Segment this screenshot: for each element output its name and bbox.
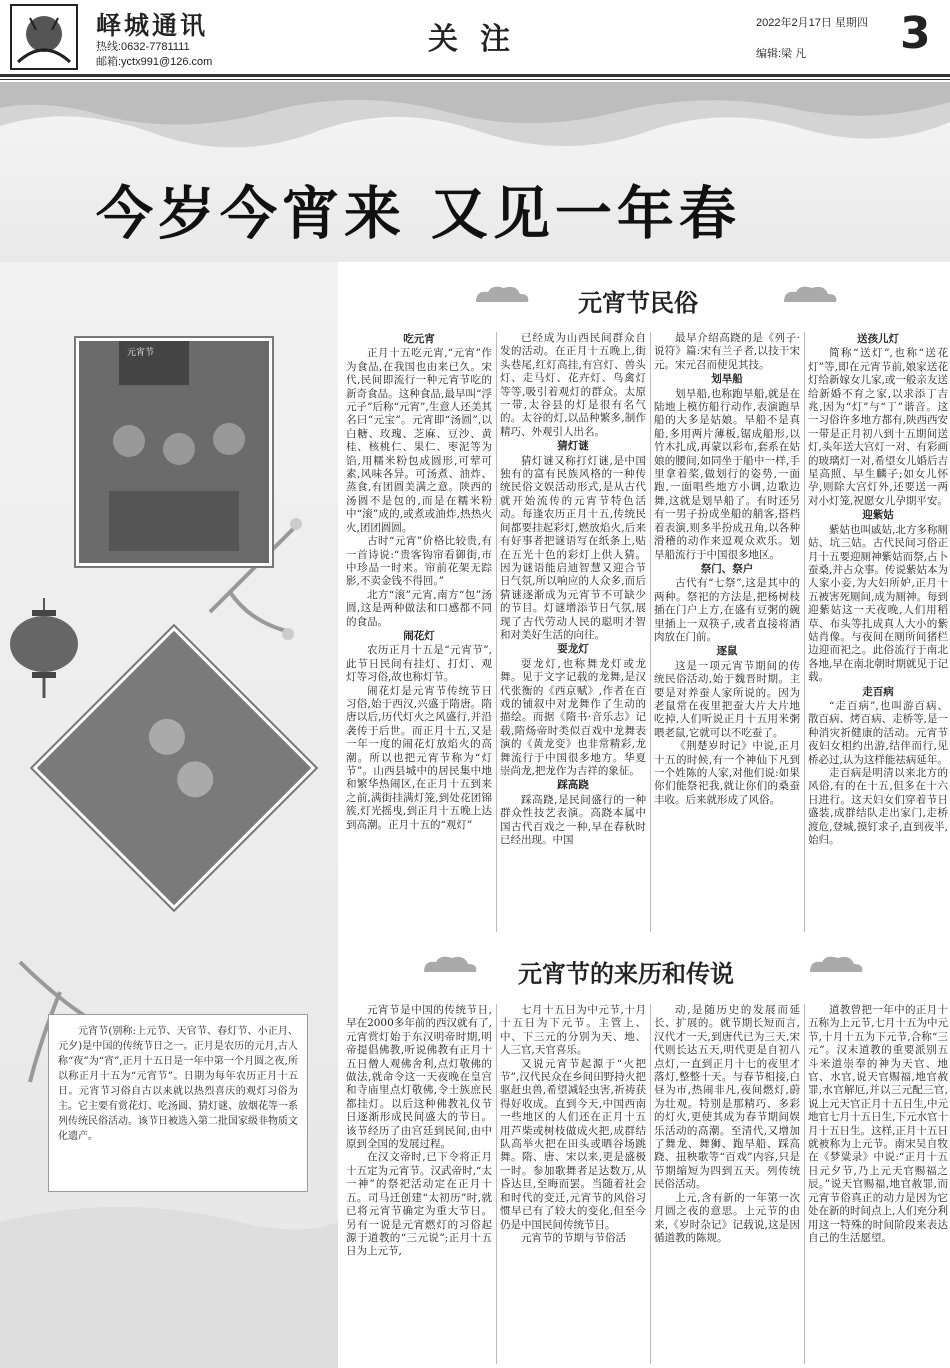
auspicious-cloud-icon [420, 952, 480, 978]
page-header [0, 0, 950, 74]
paragraph: 闹花灯是元宵节传统节日习俗,始于西汉,兴盛于隋唐。隋唐以后,历代灯火之风盛行,并沿袭传于后世。而正月十五,又是一年一度的闹花灯放焰火的高潮。所以也把元宵节称为“灯节”。山西县城中的居民集中地和繁华热闹区,在正月十五到来之前,满街挂满灯笼,到处花团锦簇,灯光摇曳,到正月十五晚上达到高潮。正月十五的“观灯” [346, 684, 492, 831]
paragraph: 上元,含有新的一年第一次月圆之夜的意思。上元节的由来,《岁时杂记》记载说,这是因循道教的陈规。 [654, 1191, 800, 1244]
paragraph: 道教曾把一年中的正月十五称为上元节,七月十五为中元节,十月十五为下元节,合称“三元”。汉末道教的重要派别五斗米道崇奉的神为天官、地官、水官,说天官赐福,地官赦罪,水官解厄,并以三元配三官,说上元天官正月十五日生,中元地官七月十五日生,下元水官十月十五日生。这样,正月十五日就被称为上元节。南宋吴自牧在《梦粱录》中说:“正月十五日元夕节,乃上元天官赐福之辰。”说天官赐福,地官赦罪,而元宵节俗真正的动力是因为它处在新的时间点上,人们充分利用这一特殊的时间阶段来表达自己的生活愿望。 [808, 1004, 948, 1244]
auspicious-cloud-icon [472, 282, 532, 308]
paragraph: 已经成为山西民间群众自发的活动。在正月十五晚上,街头巷尾,红灯高挂,有宫灯、兽头灯、走马灯、花卉灯、鸟禽灯等等,吸引着观灯的群众。太原一带,太谷县的灯是很有名气的。太谷的灯,以品种繁多,制作精巧、外观引人出名。 [500, 332, 646, 438]
paragraph: 又说元宵节起源于“火把节”,汉代民众在乡间田野持火把驱赶虫兽,希望减轻虫害,祈祷获得好收成。直到今天,中国西南一些地区的人们还在正月十五用芦柴或树枝做成火把,成群结队高举火把在田头或晒谷场跳舞。隋、唐、宋以来,更是盛极一时。参加歌舞者足达数万,从昏达旦,至晦而罢。当随着社会和时代的变迁,元宵节的风俗习惯早已有了较大的变化,但至今仍是中国民间传统节日。 [500, 1057, 646, 1231]
photo-children-lanterns [76, 338, 272, 566]
masthead-title: 峄城通讯 [96, 11, 209, 40]
paragraph: 最早介绍高跷的是《列子·说符》篇:宋有兰子者,以技干宋元。宋元召而使见其技。 [654, 332, 800, 371]
paragraph: 踩高跷,是民间盛行的一种群众性技艺表演。高跷本属中国古代百戏之一种,早在春秋时已经出现。中国 [500, 793, 646, 847]
subheading: 闹花灯 [403, 629, 435, 642]
paragraph: 猜灯谜又称打灯谜,是中国独有的富有民族风格的一种传统民俗文娱活动形式,是从古代就开始流传的元宵节特色活动。每逢农历正月十五,传统民间都要挂起彩灯,燃放焰火,后来有好事者把谜语写在纸条上,贴在五光十色的彩灯上供人猜。因为谜语能启迪智慧又迎合节日气氛,所以响应的人众多,而后猜谜逐渐成为元宵节不可缺少的节目。灯谜增添节日气氛,展现了古代劳动人民的聪明才智和对美好生活的向往。 [500, 454, 646, 641]
paragraph: 这是一项元宵节期间的传统民俗活动,始于魏晋时期。主要是对养蚕人家所说的。因为老鼠常在夜里把蚕大片大片地吃掉,人们听说正月十五用米粥喂老鼠,它就可以不吃蚕了。 [654, 659, 800, 739]
s2-column-2 [500, 1004, 646, 1364]
photo-caption: 元宵节 [127, 348, 155, 358]
issue-date: 2022年2月17日 星期四 [756, 17, 868, 29]
paragraph: 《荆楚岁时记》中说,正月十五的时候,有一个神仙下凡到一个姓陈的人家,对他们说:如果你们能祭祀我,就让你们的桑蚕丰收。后来就形成了风俗。 [654, 740, 800, 806]
paragraph: 古时“元宵”价格比较贵,有一首诗说:“贵客钩帘看御街,市中珍品一时来。帘前花架无踪影,不卖金钱不得回。” [346, 535, 492, 588]
auspicious-cloud-icon [780, 282, 840, 308]
photo-placeholder-icon [79, 341, 269, 563]
section-title-folk-customs: 元宵节民俗 [578, 289, 698, 317]
s2-column-3 [654, 1004, 800, 1364]
newspaper-logo-icon [10, 4, 78, 70]
editor-credit: 编辑:梁 凡 [756, 48, 807, 60]
subheading: 耍龙灯 [557, 643, 589, 656]
column-divider [804, 332, 805, 932]
auspicious-cloud-icon [806, 952, 866, 978]
column-divider [496, 1004, 497, 1364]
paragraph: 古代有“七祭”,这是其中的两种。祭祀的方法是,把杨树枝插在门户上方,在盛有豆粥的碗里插上一双筷子,或者直接将酒肉放在门前。 [654, 577, 800, 643]
section-title-origin-legend: 元宵节的来历和传说 [518, 960, 734, 988]
s1-column-3 [654, 332, 800, 936]
page-number: 3 [900, 8, 931, 59]
subheading: 走百病 [862, 685, 894, 698]
subheading: 送孩儿灯 [857, 333, 899, 345]
subheading: 逐鼠 [716, 645, 738, 658]
paragraph: 简称“送灯”,也称“送花灯”等,即在元宵节前,娘家送花灯给新嫁女儿家,或一般亲友送给新婚不育之家,以求添丁吉兆,因为“灯”与“丁”谐音。这一习俗许多地方都有,陕西西安一带是正月初八到十五期间送灯,头年送大宫灯一对、有彩画的玻璃灯一对,希望女儿婚后吉星高照、早生麟子;如女儿怀孕,则除大宫灯外,还要送一两对小灯笼,祝愿女儿孕期平安。 [808, 347, 948, 507]
s1-column-1 [346, 332, 492, 936]
subheading: 踩高跷 [557, 779, 589, 792]
subheading: 祭门、祭户 [700, 562, 754, 575]
main-headline: 今岁今宵来 又见一年春 [96, 180, 741, 247]
paragraph: 耍龙灯,也称舞龙灯或龙舞。见于文字记载的龙舞,是汉代张衡的《西京赋》,作者在百戏的铺叙中对龙舞作了生动的描绘。而据《隋书·音乐志》记载,隋炀帝时类似百戏中龙舞表演的《黄龙变》也非常精彩,龙舞流行于中国很多地方。华夏崇尚龙,把龙作为吉祥的象征。 [500, 657, 646, 777]
paragraph: 动,是随历史的发展而延长、扩展的。就节期长短而言,汉代才一天,到唐代已为三天,宋代则长达五天,明代更是自初八点灯,一直到正月十七的夜里才落灯,整整十天。与春节相接,白昼为市,热闹非凡,夜间燃灯,蔚为壮观。特别是那精巧、多彩的灯火,更使其成为春节期间娱乐活动的高潮。至清代,又增加了舞龙、舞狮、跑旱船、踩高跷、扭秧歌等“百戏”内容,只是节期缩短为四到五天。列传统民俗活动。 [654, 1004, 800, 1191]
s2-column-4 [808, 1004, 948, 1364]
paragraph: 紫姑也叫戚姑,北方多称厕姑、坑三姑。古代民间习俗正月十五要迎厕神紫姑而祭,占卜蚕桑,并占众事。传说紫姑本为人家小妾,为大妇所妒,正月十五被害死厕间,成为厕神。每到迎紫姑这一天夜晚,人们用稻草、布头等扎成真人大小的紫姑肖像。与夜间在厕所间猪栏边迎而祀之。此俗流行于南北各地,早在南北朝时期就见于记载。 [808, 523, 948, 684]
email: 邮箱:yctx991@126.com [96, 56, 213, 68]
subheading: 吃元宵 [403, 333, 435, 345]
s2-column-1 [346, 1004, 492, 1364]
paragraph: 走百病是明清以来北方的风俗,有的在十五,但多在十六日进行。这天妇女们穿着节日盛装,成群结队走出家门,走桥渡危,登城,摸钉求子,直到夜半,始归。 [808, 767, 948, 847]
paragraph: 在汉文帝时,已下令将正月十五定为元宵节。汉武帝时,“太一神”的祭祀活动定在正月十五。司马迁创建“太初历”时,就已将元宵节确定为重大节日。另有一说是元宵燃灯的习俗起源于道教的“三元说”;正月十五日为上元节, [346, 1151, 492, 1258]
subheading: 猜灯谜 [557, 440, 589, 453]
column-divider [650, 332, 651, 932]
header-rule [0, 74, 950, 77]
paragraph: 北方“滚”元宵,南方“包”汤圆,这是两种做法和口感都不同的食品。 [346, 588, 492, 628]
paragraph: 正月十五吃元宵,“元宵”作为食品,在我国也由来已久。宋代,民间即流行一种元宵节吃的新奇食品。这种食品,最早叫“浮元子”后称“元宵”,生意人还美其名曰“元宝”。元宵即“汤圆”,以白糖、玫瑰、芝麻、豆沙、黄桂、核桃仁、果仁、枣泥等为馅,用糯米粉包成圆形,可荤可素,风味各异。可汤煮、油炸、蒸食,有团圆美满之意。陕西的汤圆不是包的,而是在糯米粉中“滚”成的,或煮或油炸,热热火火,团团圆圆。 [346, 347, 492, 534]
red-lantern-icon [8, 598, 80, 698]
paragraph: 七月十五日为中元节,十月十五日为下元节。主管上、中、下三元的分别为天、地、人三官,天官喜乐。 [500, 1004, 646, 1057]
intro-text: 元宵节(别称:上元节、天官节、春灯节、小正月、元夕)是中国的传统节日之一。正月是农历的元月,古人称“夜”为“宵”,正月十五日是一年中第一个月圆之夜,所以称正月十五为“元宵节”。日期为每年农历正月十五日。元宵节习俗自古以来就以热烈喜庆的观灯习俗为主。它主要有赏花灯、吃汤圆、猜灯谜、放烟花等一系列传统民俗活动。该节日被选入第二批国家级非物质文化遗产。 [58, 1026, 298, 1142]
section-name: 关注 [428, 22, 532, 57]
paragraph: 元宵节的节期与节俗活 [521, 1231, 626, 1244]
subheading: 迎紫姑 [862, 509, 894, 522]
s1-column-4 [808, 332, 948, 936]
s1-column-2 [500, 332, 646, 936]
header-rule-thin [0, 79, 950, 80]
column-divider [496, 332, 497, 932]
column-divider [650, 1004, 651, 1364]
subheading: 划旱船 [711, 373, 743, 386]
hotline: 热线:0632-7781111 [96, 41, 190, 53]
paragraph: “走百病”,也叫游百病、散百病、烤百病、走桥等,是一种消灾祈健康的活动。元宵节夜妇女相约出游,结伴而行,见桥必过,认为这样能祛病延年。 [808, 699, 948, 766]
paragraph: 元宵节是中国的传统节日,早在2000多年前的西汉就有了,元宵赏灯始于东汉明帝时期,明帝提倡佛教,听说佛教有正月十五日僧人观佛舍利,点灯敬佛的做法,就命令这一天夜晚在皇宫和寺庙里点灯敬佛,令士族庶民都挂灯。以后这种佛教礼仪节日逐渐形成民间盛大的节日。该节经历了由宫廷到民间,由中原到全国的发展过程。 [346, 1004, 492, 1151]
column-divider [804, 1004, 805, 1364]
paragraph: 划旱船,也称跑旱船,就是在陆地上模仿船行动作,表演跑旱船的大多是姑娘。旱船不是真船,多用两片薄板,锯成船形,以竹木扎成,再蒙以彩布,套系在姑娘的腰间,如同坐于船中一样,手里拿着桨,做划行的姿势,一面跑,一面唱些地方小调,边歌边舞,这就是划旱船了。有时还另有一男子扮成坐船的艄客,搭档着表演,则多半扮成丑角,以各种滑稽的动作来逗观众欢乐。划旱船流行于中国很多地区。 [654, 387, 800, 561]
paragraph: 农历正月十五是“元宵节”,此节日民间有挂灯、打灯、观灯等习俗,故也称灯节。 [346, 644, 492, 684]
